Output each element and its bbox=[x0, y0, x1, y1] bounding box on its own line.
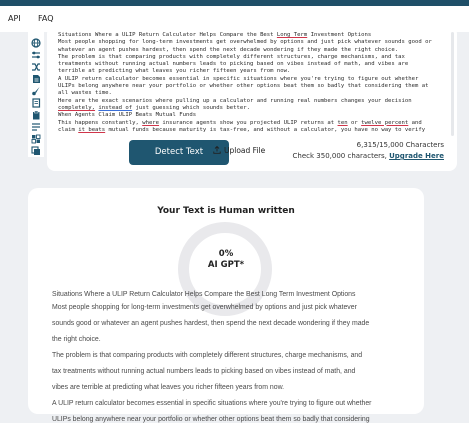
character-limit-text: Check 350,000 characters, bbox=[292, 152, 387, 160]
editor-line: The problem is that comparing products with completely different structures, charge mechanisms, and tax bbox=[58, 53, 405, 60]
clipboard-icon[interactable] bbox=[31, 110, 41, 120]
character-count: 6,315/15,000 Characters bbox=[356, 141, 444, 149]
nav-link-api[interactable]: API bbox=[8, 14, 21, 23]
text-editor[interactable] bbox=[58, 32, 450, 136]
result-line: sounds good or whatever an agent pushes hardest, then spend the next decade wondering if they made bbox=[52, 320, 370, 327]
upload-file-label: Upload File bbox=[224, 146, 266, 155]
upload-icon bbox=[213, 146, 221, 154]
ai-percent: 0% bbox=[218, 249, 234, 259]
result-line: The problem is that comparing products with completely different structures, charge mechanisms, and bbox=[52, 352, 363, 359]
nav-link-faq[interactable]: FAQ bbox=[38, 14, 54, 23]
document-icon[interactable] bbox=[31, 98, 41, 108]
flagged-word: instead of bbox=[98, 104, 133, 111]
editor-scrollbar[interactable] bbox=[451, 32, 454, 136]
globe-icon[interactable] bbox=[31, 38, 41, 48]
editor-line: all wastes time. bbox=[58, 90, 112, 97]
editor-line: completely, instead of just guessing which sounds better. bbox=[58, 104, 250, 111]
editor-line: treatments without running actual numbers leads to picking based on vibes instead of math, and vibes are bbox=[58, 61, 409, 68]
editor-line: terrible at predicting what leaves you richer fifteen years from now. bbox=[58, 68, 291, 75]
ai-label: AI GPT* bbox=[207, 260, 245, 270]
editor-line: Here are the exact scenarios where pulling up a calculator and running real numbers changes your decision bbox=[58, 97, 412, 104]
flagged-word: it beats bbox=[78, 126, 106, 133]
flagged-word: completely, bbox=[58, 104, 96, 111]
result-line: A ULIP return calculator becomes essential in specific situations where you're trying to figure out whether bbox=[52, 400, 372, 407]
editor-line: Most people shopping for long-term investments get overwhelmed by options and just pick whatever sounds good or bbox=[58, 39, 432, 46]
brush-icon[interactable] bbox=[31, 86, 41, 96]
flagged-word: Long Term bbox=[276, 32, 308, 38]
detect-text-button[interactable]: Detect Text bbox=[129, 140, 229, 165]
editor-line: This happens constantly, where insurance agents show you projected ULIP returns at ten or twelve percent and bbox=[58, 119, 422, 126]
copy-icon[interactable] bbox=[31, 146, 41, 156]
page-icon[interactable] bbox=[31, 74, 41, 84]
flagged-word: where bbox=[142, 119, 160, 126]
flagged-word: ten bbox=[337, 119, 348, 126]
result-line: Situations Where a ULIP Return Calculator Helps Compare the Best Long Term Investment Options bbox=[52, 291, 356, 298]
character-limit-note bbox=[290, 152, 444, 160]
result-line: vibes are terrible at predicting what leaves you richer fifteen years from now. bbox=[52, 384, 285, 391]
upload-file-button[interactable] bbox=[213, 146, 265, 155]
result-line: ULIPs belong anywhere near your portfolio or whether other options beat them so badly that considering bbox=[52, 416, 370, 423]
shuffle-icon[interactable] bbox=[31, 62, 41, 72]
tool-sidebar bbox=[28, 32, 44, 157]
editor-line: A ULIP return calculator becomes essential in specific situations where you're trying to figure out whether bbox=[58, 75, 419, 82]
result-line: Most people shopping for long-term investments get overwhelmed by options and just pick whatever bbox=[52, 304, 357, 311]
barcode-icon[interactable] bbox=[31, 134, 41, 144]
result-line: tax treatments without running actual numbers leads to picking based on vibes instead of math, and bbox=[52, 368, 356, 375]
lines-icon[interactable] bbox=[31, 122, 41, 132]
upgrade-link[interactable]: Upgrade Here bbox=[389, 152, 444, 160]
editor-line: ULIPs belong anywhere near your portfolio or whether other options beat them so badly that considering them at bbox=[58, 83, 429, 90]
editor-line: When Agents Claim ULIP Beats Mutual Funds bbox=[58, 112, 197, 119]
result-line: the right choice. bbox=[52, 336, 101, 343]
sliders-icon[interactable] bbox=[31, 50, 41, 60]
result-title: Your Text is Human written bbox=[157, 206, 295, 216]
editor-line: whatever an agent pushes hardest, then spend the next decade wondering if they made the right choice. bbox=[58, 46, 399, 53]
editor-line: claim it beats mutual funds because maturity is tax-free, and without a calculator, you have no way to verify bbox=[58, 126, 426, 133]
editor-line: Situations Where a ULIP Return Calculator Helps Compare the Best Long Term Investment Options bbox=[58, 32, 372, 38]
flagged-word: twelve percent bbox=[361, 119, 409, 126]
